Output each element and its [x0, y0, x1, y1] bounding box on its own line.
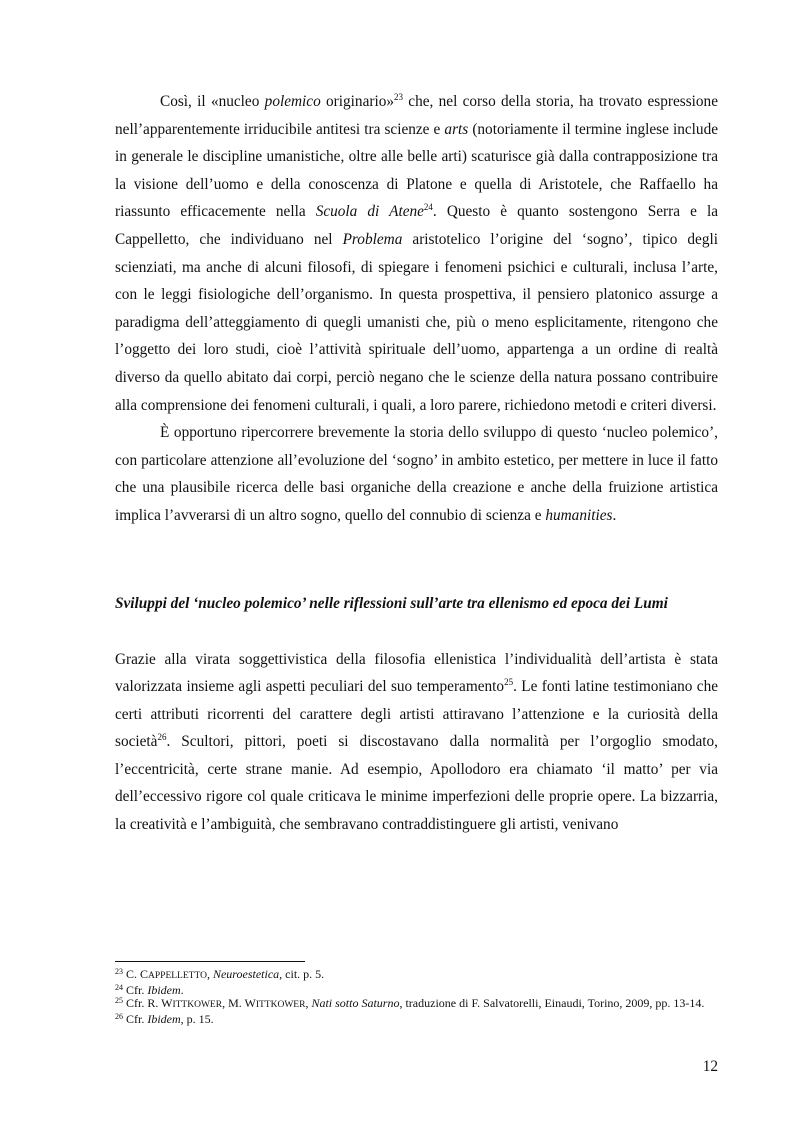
- spacer: [115, 615, 718, 646]
- italic-run: arts: [444, 120, 469, 138]
- spacer: [115, 530, 718, 593]
- small-caps-run: ITTKOWER: [255, 1000, 306, 1010]
- text-run: . Le fonti latine testimoniano che certi attributi ricorrenti del carattere degli artisti attiravano l’attenzione e la curiosità della società: [115, 678, 719, 751]
- footnote-ref-24[interactable]: 24: [423, 202, 433, 213]
- paragraph-1: [115, 88, 718, 419]
- footnote-number: 24: [115, 982, 123, 992]
- italic-run: Nati sotto Saturno: [311, 996, 400, 1010]
- footnote-number: 25: [115, 996, 123, 1005]
- italic-run: humanities: [545, 506, 613, 524]
- italic-run: Ibidem: [147, 1011, 181, 1026]
- text-run: Cfr.: [126, 1011, 148, 1026]
- italic-run: Ibidem: [147, 982, 181, 997]
- footnote-number: 23: [115, 967, 123, 976]
- paragraph-2: [115, 419, 718, 529]
- small-caps-run: APPELLETTO: [148, 971, 207, 981]
- text-run: ,: [206, 967, 213, 981]
- text-run: Grazie alla virata soggettivistica della filosofia ellenistica l’individualità dell’artista è stata valorizzata insieme agli aspetti peculiari del suo temperamento: [115, 650, 718, 696]
- footnote-ref-23[interactable]: 23: [394, 92, 404, 102]
- page-body: [115, 88, 718, 839]
- small-caps-run: ITTKOWER: [172, 1000, 223, 1010]
- text-run: . Scultori, pittori, poeti si discostavano dalla normalità per l’orgoglio smodato, l’eccentricità, certe strane manie. Ad esempio, Apollodoro era chiamato ‘il matto’ per via dell’eccessivo rigore col quale criticava le minime imperfezioni delle proprie opere. La bizzarria, la creatività e l’ambiguità, che sembravano contraddistinguere gli artisti, venivano: [115, 733, 718, 834]
- text-run: originario»: [320, 93, 395, 110]
- text-run: , M. W: [222, 996, 256, 1010]
- text-run: , traduzione di F. Salvatorelli, Einaudi, Torino, 2009, pp. 13-14.: [399, 996, 705, 1010]
- text-run: C. C: [126, 967, 149, 981]
- text-run: .: [180, 982, 184, 997]
- text-run: Cfr.: [126, 982, 148, 997]
- footnote-ref-25[interactable]: 25: [504, 677, 514, 688]
- text-run: . Questo è quanto sostengono Serra e la Cappelletto, che individuano nel: [115, 203, 718, 248]
- paragraph-3: [115, 646, 718, 839]
- section-heading: Sviluppi del ‘nucleo polemico’ nelle riflessioni sull’arte tra ellenismo ed epoca dei Lumi: [115, 594, 668, 612]
- text-run: Così, il «nucleo: [160, 93, 265, 110]
- italic-run: Problema: [342, 230, 403, 248]
- text-run: che, nel corso della storia, ha trovato espressione nell’apparentemente irriducibile antitesi tra scienze e: [115, 93, 718, 138]
- text-run: aristotelico l’origine del ‘sogno’, tipico degli scienziati, ma anche di alcuni filosofi, di spiegare i fenomeni psichici e culturali, inclusa l’arte, con le leggi fisiologiche dell’organismo. In questa prospettiva, il pensiero platonico assurge a paradigma dell’atteggiamento di quegli umanisti che, più o meno esplicitamente, ritengono che l’oggetto dei loro studi, cioè l’attività spirituale dell’uomo, appartenga a un ordine di realtà diverso da quello abitato dai corpi, perciò negano che le scienze della natura possano contribuire alla comprensione dei fenomeni culturali, i quali, a loro parere, richiedono metodi e criteri diversi.: [115, 230, 718, 414]
- footnote-25: [115, 997, 718, 1013]
- footnote-24: [115, 984, 718, 998]
- italic-run: Scuola di Atene: [315, 203, 424, 221]
- text-run: Cfr. R. W: [126, 996, 173, 1010]
- footnote-26: [115, 1013, 718, 1027]
- text-run: ,: [305, 996, 312, 1010]
- footnote-ref-26[interactable]: 26: [157, 732, 167, 743]
- text-run: È opportuno ripercorrere brevemente la storia dello sviluppo di questo ‘nucleo polemico’, con particolare attenzione all’evoluzione del ‘sogno’ in ambito estetico, per mettere in luce il fatto che una plausibile ricerca delle basi organiche della creazione e anche della fruizione artistica implica l’avverarsi di un altro sogno, quello del connubio di scienza e: [115, 424, 718, 524]
- footnote-divider: [115, 961, 305, 962]
- footnote-number: 26: [115, 1011, 123, 1021]
- text-run: .: [612, 506, 617, 524]
- text-run: (notoriamente il termine inglese include in generale le discipline umanistiche, oltre alle belle arti) scaturisce già dalla contrapposizione tra la visione dell’uomo e della conoscenza di Platone e quella di Aristotele, che Raffaello ha riassunto efficacemente nella: [115, 120, 719, 221]
- footnotes: [115, 961, 718, 1026]
- page-number: 12: [702, 1058, 718, 1075]
- text-run: , p. 15.: [180, 1011, 214, 1026]
- text-run: , cit. p. 5.: [279, 967, 325, 981]
- italic-run: polemico: [264, 93, 321, 110]
- italic-run: Neuroestetica: [212, 967, 280, 981]
- footnote-23: [115, 968, 718, 984]
